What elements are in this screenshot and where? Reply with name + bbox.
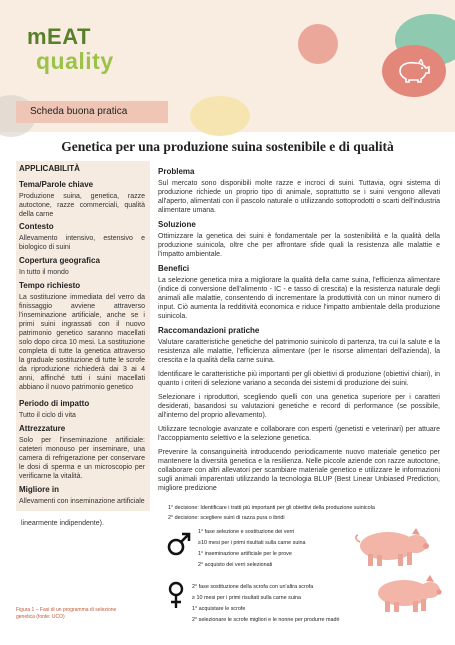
header-subtitle: Scheda buona pratica bbox=[30, 106, 128, 117]
sidebar-text: Allevamenti con inseminazione artificiale bbox=[19, 498, 145, 505]
female-step: 2° fase sostituzione della scrofa con un'altra scrofa bbox=[192, 584, 314, 590]
paragraph: Utilizzare tecnologie avanzate e collaborare con esperti (genetisti e veterinari) per attuare l'accoppiamento selettivo e la selezione genetica. bbox=[158, 426, 440, 442]
male-symbol-icon bbox=[166, 530, 192, 558]
male-step: 1° fase selezione e sostituzione dei verri bbox=[198, 529, 295, 535]
female-step: 2° selezionare le scrofe migliori e le nonne per produrre madri bbox=[192, 617, 340, 623]
sidebar-heading: Copertura geografica bbox=[19, 256, 100, 265]
pig-badge bbox=[382, 45, 446, 97]
paragraph: Prevenire la consanguineità introducendo periodicamente nuovo materiale genetico per mantenere la diversità genetica e la resilienza. Nelle piccole aziende con razze autoctone, collaborare con altri allevatori per scambiare materiale genetico e utilizzare le informazioni sugli animali imparentati utilizzando la tecnologia BLUP (Best Linear Unbiased Prediction, migliore predizione bbox=[158, 449, 440, 492]
sidebar-heading: Tempo richiesto bbox=[19, 281, 81, 290]
male-step: ≥10 mesi per i primi risultati sulla carne suina bbox=[198, 540, 306, 546]
continuation-text: linearmente indipendente). bbox=[21, 520, 104, 527]
female-step: ≥ 10 mesi per i primi risultati sulla carne suina bbox=[192, 595, 302, 601]
sidebar-heading: Migliore in bbox=[19, 485, 59, 494]
paragraph: Identificare le caratteristiche più importanti per gli obiettivi di produzione (obiettivi chiari), in quanto i criteri di selezione variano a seconda dei sistemi di produzione dei suini. bbox=[158, 371, 440, 387]
sidebar-text: Produzione suina, genetica, razze autoctone, razze commerciali, qualità della carne bbox=[19, 193, 145, 218]
page-title: Genetica per una produzione suina sostenibile e di qualità bbox=[61, 139, 394, 154]
brand-logo: mEAT bbox=[27, 24, 91, 49]
sidebar-text: In tutto il mondo bbox=[19, 269, 69, 276]
sidebar-text: Tutto il ciclo di vita bbox=[19, 412, 76, 419]
brand-logo-sub: quality bbox=[36, 48, 114, 74]
sidebar-heading: Tema/Parole chiave bbox=[19, 180, 94, 189]
male-step: 1° inseminazione artificiale per le prove bbox=[198, 551, 292, 557]
male-step: 2° acquisto dei verri selezionati bbox=[198, 562, 273, 568]
boar-illustration bbox=[350, 524, 430, 570]
figure-decision-2: 2° decisione: scegliere suini di razza pura o ibridi bbox=[168, 515, 285, 521]
paragraph: Ottimizzare la genetica dei suini è fondamentale per la sostenibilità e la qualità della produzione suinicola, oltre che per affrontare sfide quali la resistenza alle malattie e l'impatto ambientale. bbox=[158, 233, 440, 258]
section-heading: Soluzione bbox=[158, 220, 196, 229]
decorative-circle bbox=[190, 96, 250, 136]
figure-caption: Figura 1 – Fasi di un programma di selezione genetica (fonte: UCO) bbox=[16, 607, 117, 620]
sidebar-text: Solo per l'inseminazione artificiale: cateteri monouso per inseminare, una camera di refrigerazione per conservare le dosi di sperma e un microscopio per verificarne la vitalità. bbox=[19, 437, 145, 480]
figure-decision-1: 1° decisione: Identificare i tratti più importanti per gli obiettivi della produzione suinicola bbox=[168, 505, 375, 511]
paragraph: La selezione genetica mira a migliorare la qualità della carne suina, l'efficienza alimentare (indice di conversione dell'alimento - IC - e tasso di crescita) e la resistenza naturale degli animali alle malattie, consentendo di incrementare la produttività con un minor numero di input. Ciò aumenta la redditività economica e riduce l'impatto ambientale della produzione suinicola. bbox=[158, 277, 440, 320]
pig-icon bbox=[396, 59, 432, 83]
main-content bbox=[158, 163, 440, 498]
female-step: 1° acquistare le scrofe bbox=[192, 606, 246, 612]
paragraph: Sul mercato sono disponibili molte razze e incroci di suini. Tuttavia, ogni sistema di produzione richiede un proprio tipo di animale, soprattutto se i suini vengono allevati all'aperto, alimentati con il pascolo naturale o utilizzando sottoprodotti o scarti dell'industria alimentare umana. bbox=[158, 180, 440, 214]
paragraph: Selezionare i riproduttori, scegliendo quelli con una genetica superiore per i caratteri desiderati, basandosi su valutazioni genetiche e record di performance (se possibile, all'interno del proprio allevamento). bbox=[158, 394, 440, 419]
sow-illustration bbox=[370, 572, 442, 616]
section-heading: Problema bbox=[158, 167, 195, 176]
sidebar-heading: Contesto bbox=[19, 222, 54, 231]
sidebar-heading: APPLICABILITÀ bbox=[19, 164, 80, 173]
header-banner bbox=[0, 0, 455, 132]
section-heading: Benefici bbox=[158, 264, 190, 273]
sidebar-text: La sostituzione immediata del verro da finissaggio avviene attraverso l'inseminazione artificiale, anche se i primi suini ingrassati con il nuovo patrimonio genetico saranno macellati solo dopo circa 10 mesi. La sostituzione completa di tutte la genetica attraverso la graduale sostituzione di tutte le scrofe da riproduzione richiederà dai 3 ai 4 anni, affinché tutti i suini macellati abbiano il nuovo patrimonio genetico bbox=[19, 294, 145, 391]
section-heading: Raccomandazioni pratiche bbox=[158, 326, 260, 335]
decorative-circle bbox=[298, 24, 338, 64]
sidebar-text: Allevamento intensivo, estensivo e biologico di suini bbox=[19, 235, 145, 251]
sidebar-heading: Periodo di impatto bbox=[19, 399, 90, 408]
female-symbol-icon bbox=[168, 581, 184, 611]
sidebar-heading: Attrezzature bbox=[19, 424, 66, 433]
paragraph: Valutare caratteristiche genetiche del patrimonio suinicolo di partenza, tra cui la salute e la resistenza alle malattie, l'efficienza alimentare (per le risorse alimentari dell'azienda), la crescita e la qualità della carne suina. bbox=[158, 339, 440, 364]
